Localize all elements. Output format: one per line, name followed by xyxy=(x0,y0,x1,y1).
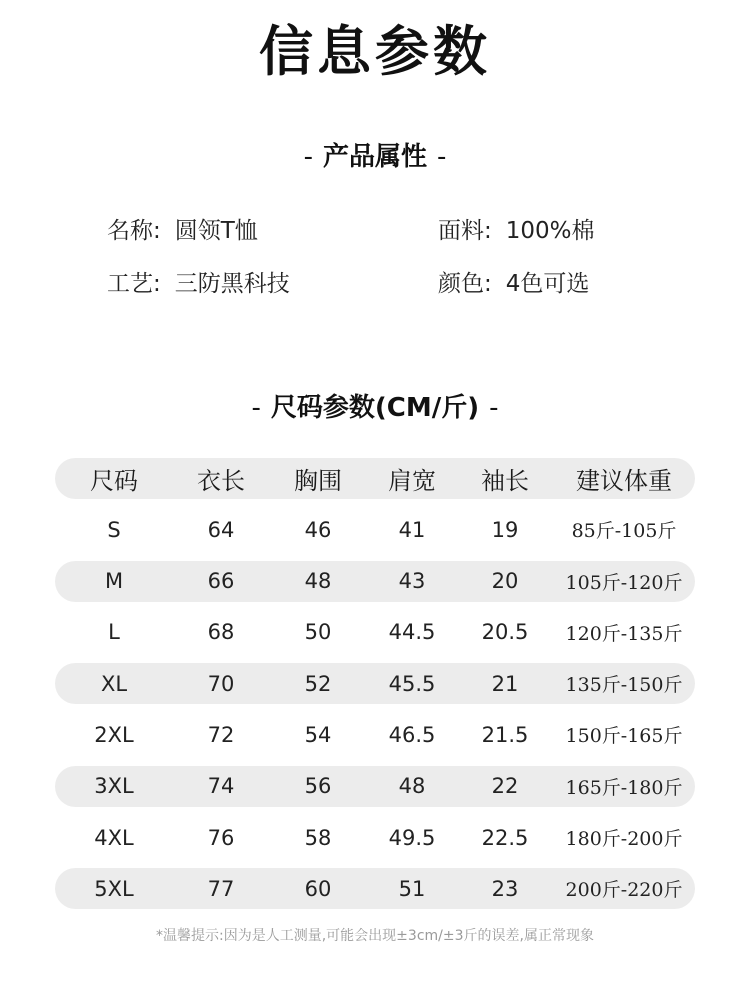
attribute-label: 工艺: xyxy=(107,271,161,297)
cell-sleeve: 20 xyxy=(491,569,519,594)
attribute-value: 4色可选 xyxy=(505,271,590,297)
header-sleeve: 袖长 xyxy=(481,467,529,495)
cell-length: 72 xyxy=(207,722,235,747)
attribute-value: 三防黑科技 xyxy=(174,271,290,297)
table-row xyxy=(55,868,695,909)
table-row xyxy=(55,561,695,602)
attribute-label: 面料: xyxy=(438,218,492,244)
cell-sleeve: 22.5 xyxy=(481,825,529,850)
attribute-name xyxy=(107,215,258,247)
cell-chest: 52 xyxy=(304,671,332,696)
cell-sleeve: 19 xyxy=(491,517,519,542)
table-row xyxy=(55,817,695,858)
header-chest: 胸围 xyxy=(294,467,342,495)
cell-shoulder: 43 xyxy=(398,569,426,594)
header-size: 尺码 xyxy=(90,467,138,495)
cell-weight: 105斤-120斤 xyxy=(565,571,683,594)
table-row xyxy=(55,766,695,807)
cell-length: 70 xyxy=(207,671,235,696)
attribute-color xyxy=(438,268,589,300)
cell-weight: 85斤-105斤 xyxy=(571,520,677,543)
attribute-craft xyxy=(107,268,290,300)
cell-sleeve: 22 xyxy=(491,774,519,799)
cell-length: 74 xyxy=(207,774,235,799)
header-shoulder: 肩宽 xyxy=(388,467,436,495)
page-title: 信息参数 xyxy=(259,20,491,83)
cell-length: 66 xyxy=(207,569,235,594)
cell-length: 76 xyxy=(207,825,235,850)
cell-sleeve: 21.5 xyxy=(481,722,529,747)
product-attributes-heading xyxy=(0,139,750,175)
cell-shoulder: 46.5 xyxy=(388,722,436,747)
heading-dash-right: - xyxy=(489,393,499,423)
cell-shoulder: 49.5 xyxy=(388,825,436,850)
cell-weight: 180斤-200斤 xyxy=(565,828,683,851)
table-row xyxy=(55,663,695,704)
cell-length: 68 xyxy=(207,620,235,645)
heading-dash-right: - xyxy=(437,142,447,172)
heading-text: 产品属性 xyxy=(322,142,427,172)
table-body xyxy=(55,509,695,909)
cell-sleeve: 21 xyxy=(491,671,519,696)
table-row xyxy=(55,714,695,755)
cell-shoulder: 48 xyxy=(398,774,426,799)
cell-sleeve: 23 xyxy=(491,876,519,901)
cell-weight: 165斤-180斤 xyxy=(565,776,683,799)
size-table-heading xyxy=(0,390,750,426)
cell-size: M xyxy=(104,569,124,594)
cell-size: 3XL xyxy=(94,774,134,799)
cell-weight: 150斤-165斤 xyxy=(565,725,683,748)
attribute-fabric xyxy=(438,215,595,247)
heading-dash-left: - xyxy=(251,393,261,423)
cell-sleeve: 20.5 xyxy=(481,620,529,645)
attribute-label: 颜色: xyxy=(438,271,492,297)
heading-dash-left: - xyxy=(303,142,313,172)
size-table xyxy=(55,458,695,920)
header-length: 衣长 xyxy=(197,467,245,495)
cell-chest: 48 xyxy=(304,569,332,594)
cell-size: 4XL xyxy=(94,825,134,850)
attribute-value: 圆领T恤 xyxy=(174,218,258,244)
cell-shoulder: 41 xyxy=(398,517,426,542)
cell-size: 2XL xyxy=(94,722,134,747)
heading-text: 尺码参数(CM/斤) xyxy=(270,393,480,423)
cell-weight: 120斤-135斤 xyxy=(565,622,683,645)
attribute-value: 100%棉 xyxy=(505,218,595,244)
cell-chest: 56 xyxy=(304,774,332,799)
cell-size: L xyxy=(108,620,120,645)
cell-size: XL xyxy=(100,671,128,696)
cell-size: S xyxy=(107,517,121,542)
cell-shoulder: 51 xyxy=(398,876,426,901)
cell-chest: 54 xyxy=(304,722,332,747)
cell-weight: 200斤-220斤 xyxy=(565,879,683,902)
cell-chest: 50 xyxy=(304,620,332,645)
cell-shoulder: 45.5 xyxy=(388,671,436,696)
table-row xyxy=(55,509,695,550)
cell-shoulder: 44.5 xyxy=(388,620,436,645)
cell-chest: 46 xyxy=(304,517,332,542)
attribute-label: 名称: xyxy=(107,218,161,244)
cell-chest: 60 xyxy=(304,876,332,901)
table-row xyxy=(55,612,695,653)
cell-chest: 58 xyxy=(304,825,332,850)
header-weight: 建议体重 xyxy=(576,467,672,495)
cell-size: 5XL xyxy=(94,876,134,901)
cell-length: 77 xyxy=(207,876,235,901)
table-header-row xyxy=(55,458,695,499)
cell-weight: 135斤-150斤 xyxy=(565,674,683,697)
measurement-note: *温馨提示:因为是人工测量,可能会出现±3cm/±3斤的误差,属正常现象 xyxy=(156,928,594,944)
cell-length: 64 xyxy=(207,517,235,542)
